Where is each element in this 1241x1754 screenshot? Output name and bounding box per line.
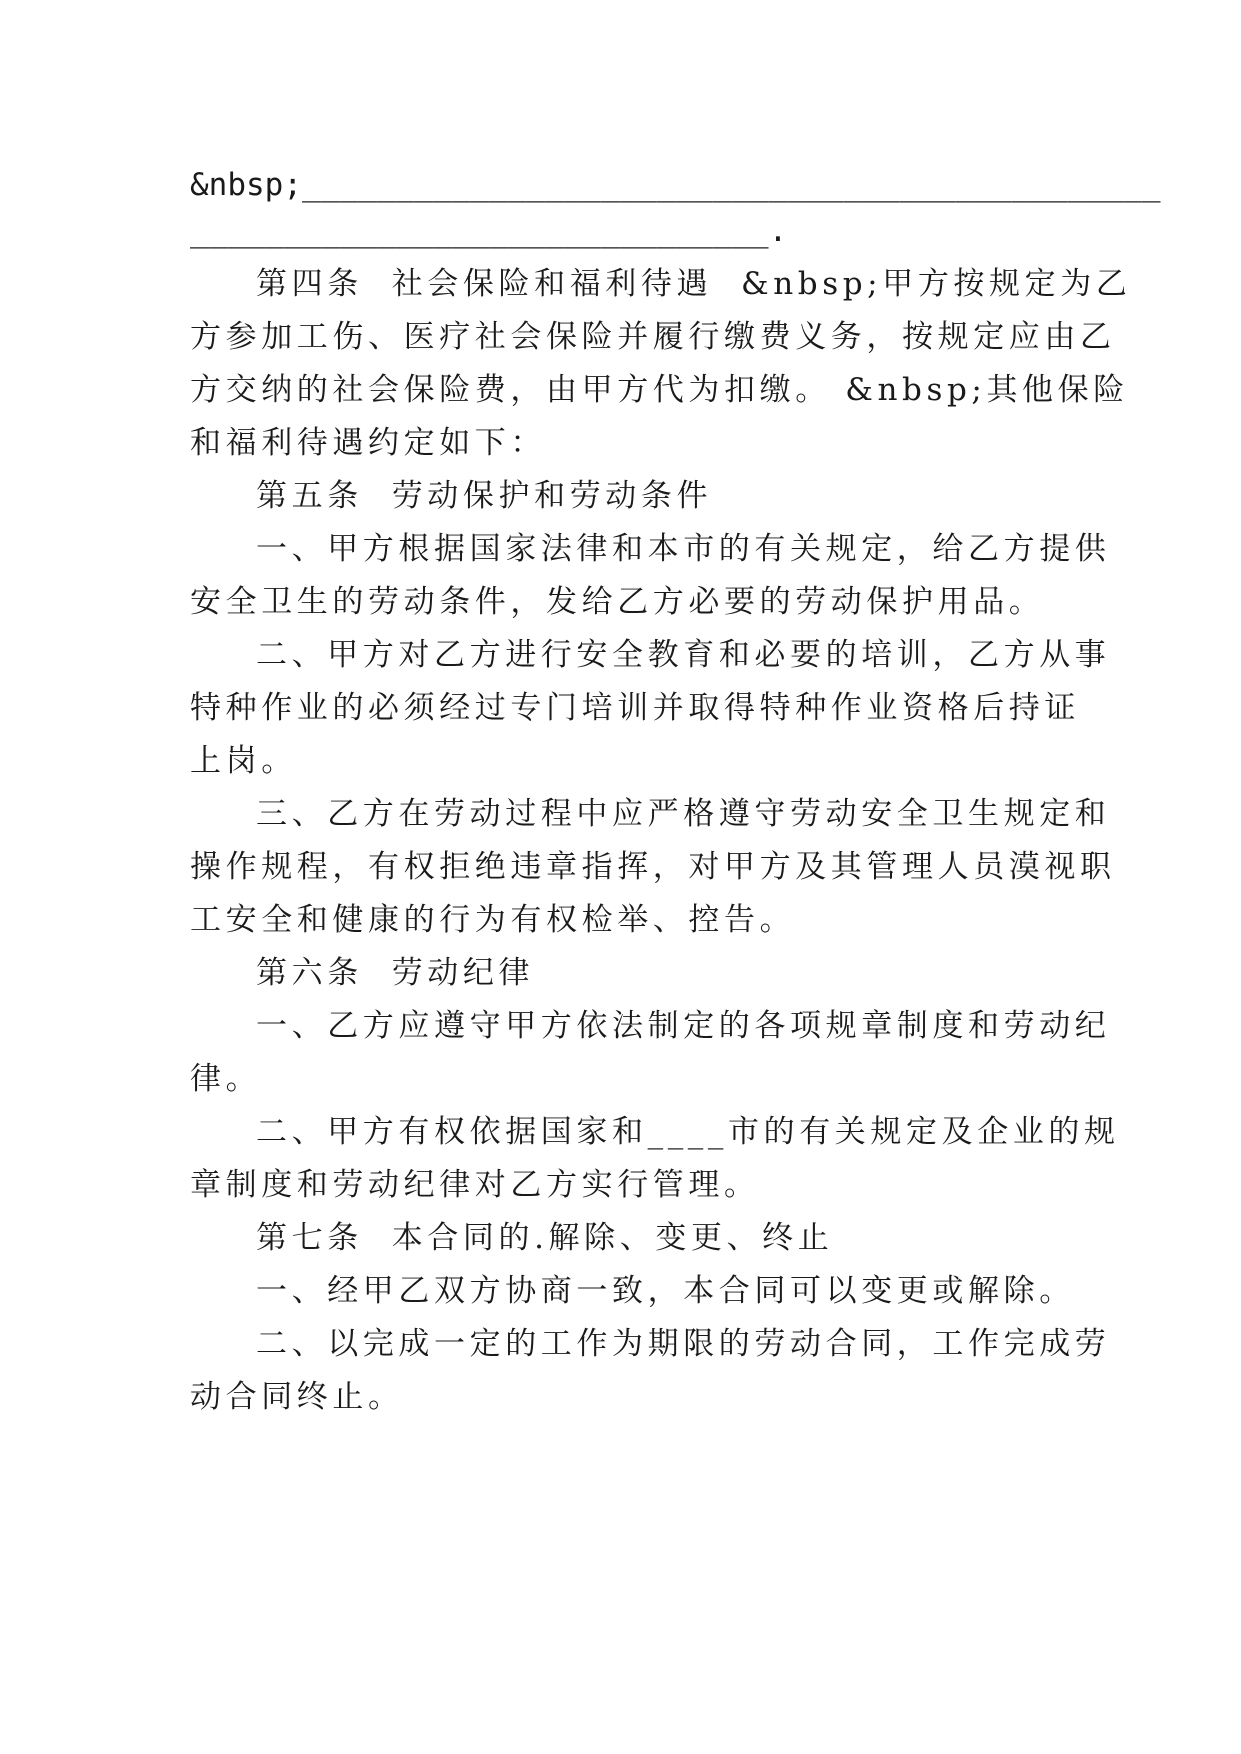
paragraph-line: 和福利待遇约定如下： [190, 425, 546, 461]
paragraph-line: 工安全和健康的行为有权检举、控告。 [190, 902, 796, 938]
paragraph-line: 二、以完成一定的工作为期限的劳动合同，工作完成劳 [256, 1326, 1111, 1362]
blank-fill-line: &nbsp;______________________________________________ [190, 167, 1161, 203]
paragraph-line: 方交纳的社会保险费，由甲方代为扣缴。 &nbsp;其他保险 [190, 372, 1129, 408]
paragraph-line: 律。 [190, 1061, 262, 1097]
paragraph-line: 安全卫生的劳动条件，发给乙方必要的劳动保护用品。 [190, 584, 1045, 620]
paragraph-line: 三、乙方在劳动过程中应严格遵守劳动安全卫生规定和 [256, 796, 1111, 832]
paragraph-line: 二、甲方对乙方进行安全教育和必要的培训，乙方从事 [256, 637, 1111, 673]
paragraph-line: 方参加工伤、医疗社会保险并履行缴费义务，按规定应由乙 [190, 319, 1116, 355]
paragraph-line: 一、乙方应遵守甲方依法制定的各项规章制度和劳动纪 [256, 1008, 1111, 1044]
paragraph-line: 一、经甲乙双方协商一致，本合同可以变更或解除。 [256, 1273, 1075, 1309]
paragraph-line: 特种作业的必须经过专门培训并取得特种作业资格后持证 [190, 690, 1080, 726]
paragraph-line: 动合同终止。 [190, 1379, 404, 1415]
article-5-heading: 第五条 劳动保护和劳动条件 [256, 478, 713, 514]
paragraph-line: 二、甲方有权依据国家和____市的有关规定及企业的规 [256, 1114, 1120, 1150]
paragraph-line: 一、甲方根据国家法律和本市的有关规定，给乙方提供 [256, 531, 1111, 567]
paragraph-line: 章制度和劳动纪律对乙方实行管理。 [190, 1167, 760, 1203]
paragraph-line: 上岗。 [190, 743, 297, 779]
blank-fill-line: _______________________________. [190, 213, 788, 249]
article-6-heading: 第六条 劳动纪律 [256, 955, 535, 991]
article-7-heading: 第七条 本合同的.解除、变更、终止 [256, 1220, 834, 1256]
article-4-heading-line: 第四条 社会保险和福利待遇 &nbsp;甲方按规定为乙 [256, 266, 1132, 302]
paragraph-line: 操作规程，有权拒绝违章指挥，对甲方及其管理人员漠视职 [190, 849, 1116, 885]
